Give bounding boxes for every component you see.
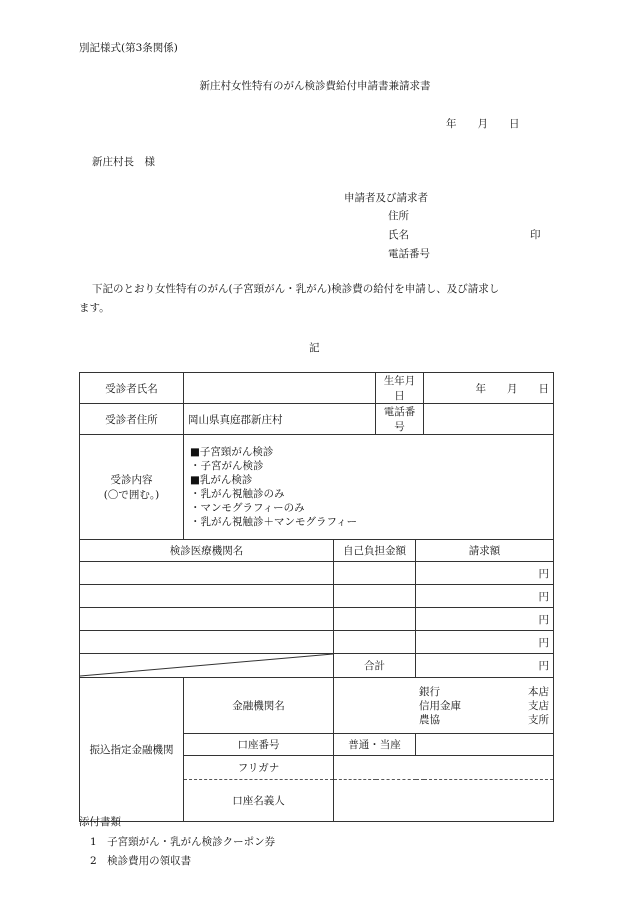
total-label: 合計 (334, 654, 416, 678)
account-holder-field[interactable] (334, 780, 554, 822)
account-type-field[interactable]: 普通・当座 (334, 734, 416, 756)
application-table (79, 372, 554, 822)
institution-field[interactable] (80, 585, 334, 608)
exam-content-label: 受診内容 (〇で囲む。) (80, 435, 184, 540)
ki-heading: 記 (309, 342, 320, 354)
addressee: 新庄村長 様 (92, 156, 155, 168)
furigana-field[interactable] (334, 756, 554, 780)
applicant-heading: 申請者及び請求者 (344, 192, 428, 204)
self-pay-field[interactable] (334, 608, 416, 631)
body-text-line-1: 下記のとおり女性特有のがん(子宮頸がん・乳がん)検診費の給付を申請し、及び請求し (92, 283, 500, 295)
account-holder-label: 口座名義人 (184, 780, 334, 822)
attachments-heading: 添付書類 (79, 816, 121, 828)
bank-name-label: 金融機関名 (184, 678, 334, 734)
self-pay-column-header: 自己負担金額 (334, 540, 416, 562)
applicant-phone-label: 電話番号 (388, 248, 430, 260)
claim-field[interactable]: 円 (416, 585, 554, 608)
institution-field[interactable] (80, 608, 334, 631)
patient-address-field[interactable]: 岡山県真庭郡新庄村 (184, 404, 376, 435)
date-line: 年 月 日 (446, 118, 520, 130)
exam-options[interactable] (184, 435, 554, 540)
applicant-address-label: 住所 (388, 210, 409, 222)
patient-name-field[interactable] (184, 373, 376, 404)
patient-name-label: 受診者氏名 (80, 373, 184, 404)
phone-field[interactable] (424, 404, 554, 435)
exam-option[interactable]: ■子宮頸がん検診 (190, 446, 274, 458)
bank-name-field[interactable]: 銀行 本店 信用金庫 支店 農協 支所 (334, 678, 554, 734)
account-number-label: 口座番号 (184, 734, 334, 756)
self-pay-field[interactable] (334, 562, 416, 585)
account-number-field[interactable] (416, 734, 554, 756)
institution-field[interactable] (80, 631, 334, 654)
claim-column-header: 請求額 (416, 540, 554, 562)
birthdate-field[interactable]: 年 月 日 (424, 373, 554, 404)
seal-mark: 印 (530, 229, 541, 241)
claim-field[interactable]: 円 (416, 562, 554, 585)
attachment-item: 2 検診費用の領収書 (90, 855, 192, 867)
attachment-item: 1 子宮頸がん・乳がん検診クーポン券 (90, 836, 276, 848)
exam-option[interactable]: ・マンモグラフィーのみ (190, 502, 305, 514)
transfer-bank-label: 振込指定金融機関 (80, 678, 184, 822)
institution-field[interactable] (80, 562, 334, 585)
exam-option[interactable]: ■乳がん検診 (190, 474, 253, 486)
furigana-label: フリガナ (184, 756, 334, 780)
exam-option[interactable]: ・乳がん視触診＋マンモグラフィー (190, 516, 358, 528)
document-title: 新庄村女性特有のがん検診費給付申請書兼請求書 (199, 80, 431, 92)
total-diagonal-cell (80, 654, 334, 678)
total-field[interactable]: 円 (416, 654, 554, 678)
diagonal-line (80, 654, 333, 677)
exam-option[interactable]: ・子宮がん検診 (190, 460, 264, 472)
exam-option[interactable]: ・乳がん視触診のみ (190, 488, 285, 500)
claim-field[interactable]: 円 (416, 608, 554, 631)
self-pay-field[interactable] (334, 631, 416, 654)
phone-label: 電話番号 (376, 404, 424, 435)
body-text-line-2: ます。 (79, 302, 110, 314)
birthdate-label: 生年月日 (376, 373, 424, 404)
applicant-name-label: 氏名 (388, 229, 409, 241)
claim-field[interactable]: 円 (416, 631, 554, 654)
patient-address-label: 受診者住所 (80, 404, 184, 435)
form-reference: 別記様式(第3条関係) (79, 42, 178, 54)
institution-column-header: 検診医療機関名 (80, 540, 334, 562)
self-pay-field[interactable] (334, 585, 416, 608)
